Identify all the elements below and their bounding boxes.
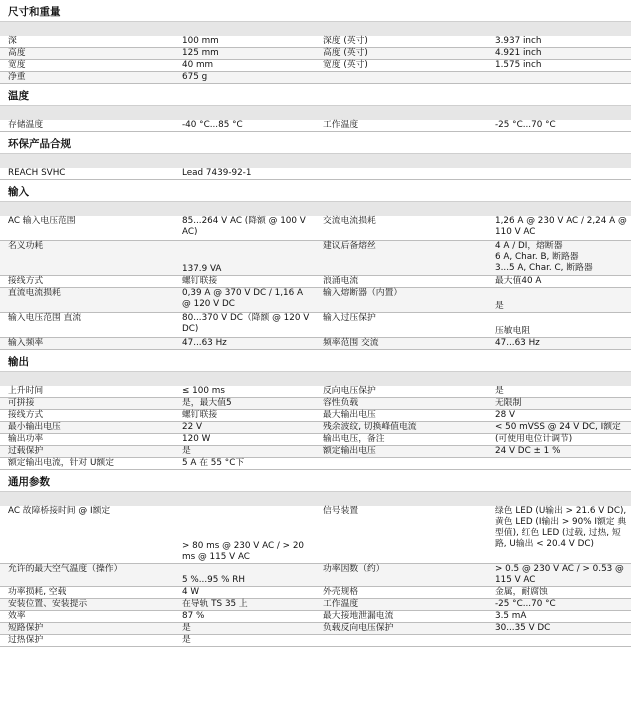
spec-label: 残余波纹, 切换峰值电流 — [323, 422, 417, 432]
spec-value — [493, 458, 631, 469]
spec-row — [0, 288, 631, 313]
spec-sheet — [0, 3, 631, 647]
spec-value: 1,26 A @ 230 V AC / 2,24 A @ 110 V AC — [495, 216, 627, 237]
spec-label: 直流电流损耗 — [8, 288, 61, 298]
spec-row — [0, 446, 631, 458]
section-title: 输入 — [0, 183, 631, 202]
spec-label: 最大接地泄漏电流 — [323, 611, 394, 621]
section-header-band — [0, 106, 631, 120]
spec-label: 输入电压范围 直流 — [8, 313, 82, 323]
spec-value: 137.9 VA — [182, 264, 222, 274]
spec-label: 输出电压，备注 — [323, 434, 385, 444]
spec-row — [0, 338, 631, 350]
spec-label: 高度 (英寸) — [323, 48, 368, 58]
spec-label: 效率 — [8, 611, 26, 621]
spec-value: 3.5 mA — [495, 611, 527, 621]
spec-row — [0, 386, 631, 398]
spec-value: 压敏电阻 — [495, 326, 531, 336]
spec-value: (可使用电位计调节) — [495, 434, 573, 444]
spec-label: 容性负载 — [323, 398, 359, 408]
spec-value: 是 — [495, 301, 504, 311]
spec-value: 5 %...95 % RH — [182, 575, 246, 585]
spec-label: 存储温度 — [8, 120, 44, 130]
spec-value: -25 °C...70 °C — [495, 599, 556, 609]
section-title: 输出 — [0, 353, 631, 372]
spec-label: 最大输出电压 — [323, 410, 376, 420]
spec-value: > 80 ms @ 230 V AC / > 20 ms @ 115 V AC — [182, 541, 305, 562]
spec-value: 22 V — [182, 422, 203, 432]
spec-row — [0, 168, 631, 180]
section-title: 通用参数 — [0, 473, 631, 492]
spec-value: 87 % — [182, 611, 205, 621]
spec-value: 675 g — [182, 72, 208, 82]
spec-value: 螺钉联接 — [182, 276, 218, 286]
spec-row — [0, 434, 631, 446]
spec-label: 工作温度 — [323, 120, 359, 130]
spec-label: 负载反向电压保护 — [323, 623, 394, 633]
spec-label: 宽度 — [8, 60, 26, 70]
spec-label: 接线方式 — [8, 276, 44, 286]
spec-value: ≤ 100 ms — [182, 386, 225, 396]
spec-value: 是 — [182, 446, 191, 456]
spec-label: 功率因数（约） — [323, 564, 385, 574]
spec-row — [0, 506, 631, 564]
spec-value: 30...35 V DC — [495, 623, 551, 633]
spec-value: 1.575 inch — [495, 60, 542, 70]
spec-value: 28 V — [495, 410, 516, 420]
spec-row — [0, 216, 631, 241]
spec-value — [493, 635, 631, 646]
section-header-band — [0, 22, 631, 36]
spec-value: 最大值40 A — [495, 276, 542, 286]
spec-label: 额定输出电流，针对 U额定 — [8, 458, 115, 468]
spec-value: 120 W — [182, 434, 211, 444]
spec-value — [493, 168, 631, 179]
spec-label: 安装位置、安装提示 — [8, 599, 88, 609]
spec-label: 输入过压保护 — [323, 313, 376, 323]
spec-label — [315, 458, 493, 469]
spec-value: -25 °C...70 °C — [495, 120, 556, 130]
spec-label: 高度 — [8, 48, 26, 58]
spec-value: 螺钉联接 — [182, 410, 218, 420]
section-title: 尺寸和重量 — [0, 3, 631, 22]
spec-label: 工作温度 — [323, 599, 359, 609]
spec-label: 功率损耗, 空载 — [8, 587, 67, 597]
spec-value: 100 mm — [182, 36, 219, 46]
spec-row — [0, 611, 631, 623]
spec-label: 深 — [8, 36, 17, 46]
spec-label: 名义功耗 — [8, 241, 44, 251]
spec-value: 40 mm — [182, 60, 214, 70]
spec-value: -40 °C...85 °C — [182, 120, 243, 130]
spec-value: 无限制 — [495, 398, 522, 408]
spec-label: 反向电压保护 — [323, 386, 376, 396]
spec-value: Lead 7439-92-1 — [182, 168, 252, 178]
spec-value: 4 W — [182, 587, 200, 597]
section-title: 环保产品合规 — [0, 135, 631, 154]
spec-label: 输入熔断器（内置） — [323, 288, 403, 298]
spec-row — [0, 564, 631, 587]
spec-label: 最小输出电压 — [8, 422, 61, 432]
spec-label: 允许的最大空气温度（操作） — [8, 564, 123, 574]
spec-label: 过热保护 — [8, 635, 44, 645]
spec-label: 上升时间 — [8, 386, 44, 396]
spec-label — [315, 168, 493, 179]
spec-label: 额定输出电压 — [323, 446, 376, 456]
spec-label: 交流电流损耗 — [323, 216, 376, 226]
spec-row — [0, 120, 631, 132]
spec-value: > 0.5 @ 230 V AC / > 0.53 @ 115 V AC — [495, 564, 624, 585]
spec-row — [0, 241, 631, 276]
spec-label: 可拼接 — [8, 398, 35, 408]
spec-row — [0, 72, 631, 84]
spec-row — [0, 599, 631, 611]
spec-value: 0,39 A @ 370 V DC / 1,16 A @ 120 V DC — [182, 288, 304, 309]
spec-value: 是 — [182, 635, 191, 645]
spec-label: 输出功率 — [8, 434, 44, 444]
spec-label: REACH SVHC — [8, 168, 66, 178]
spec-value: 3.937 inch — [495, 36, 542, 46]
spec-label: 接线方式 — [8, 410, 44, 420]
spec-label: 输入频率 — [8, 338, 44, 348]
spec-value — [493, 72, 631, 83]
section-title: 温度 — [0, 87, 631, 106]
spec-label: 外壳规格 — [323, 587, 359, 597]
section-header-band — [0, 492, 631, 506]
spec-value: 在导轨 TS 35 上 — [182, 599, 248, 609]
spec-row — [0, 398, 631, 410]
spec-row — [0, 276, 631, 288]
spec-value: 80...370 V DC（降额 @ 120 V DC) — [182, 313, 310, 334]
spec-row — [0, 60, 631, 72]
spec-value: 是 — [495, 386, 504, 396]
spec-value: 是 — [182, 623, 191, 633]
spec-label: 宽度 (英寸) — [323, 60, 368, 70]
spec-label: 信号装置 — [323, 506, 359, 516]
spec-value: 4 A / DI，熔断器 6 A, Char. B, 断路器 3...5 A, Char. C, 断路器 — [495, 241, 593, 273]
spec-row — [0, 422, 631, 434]
spec-value: 绿色 LED (U输出 > 21.6 V DC), 黄色 LED (I输出 > 90% I额定 典型值), 红色 LED (过载, 过热, 短路, U输出 < 20.4 V DC) — [495, 506, 627, 549]
spec-value: 47...63 Hz — [182, 338, 227, 348]
spec-label: AC 故障桥接时间 @ I额定 — [8, 506, 111, 516]
spec-row — [0, 36, 631, 48]
spec-label: 净重 — [8, 72, 26, 82]
spec-label — [315, 635, 493, 646]
spec-label: 短路保护 — [8, 623, 44, 633]
spec-value: 金属，耐腐蚀 — [495, 587, 548, 597]
spec-value: 4.921 inch — [495, 48, 542, 58]
spec-label: 建议后备熔丝 — [323, 241, 376, 251]
spec-value: 47...63 Hz — [495, 338, 540, 348]
spec-value: 125 mm — [182, 48, 219, 58]
spec-label — [315, 72, 493, 83]
section-header-band — [0, 372, 631, 386]
spec-value: 5 A 在 55 °C下 — [182, 458, 245, 468]
spec-row — [0, 587, 631, 599]
spec-label: 过载保护 — [8, 446, 44, 456]
spec-row — [0, 458, 631, 470]
spec-row — [0, 623, 631, 635]
spec-label: 频率范围 交流 — [323, 338, 379, 348]
section-header-band — [0, 154, 631, 168]
spec-label: AC 输入电压范围 — [8, 216, 76, 226]
spec-row — [0, 635, 631, 647]
section-header-band — [0, 202, 631, 216]
spec-value: 是，最大值5 — [182, 398, 232, 408]
spec-value: 85...264 V AC (降额 @ 100 V AC) — [182, 216, 306, 237]
spec-label: 浪涌电流 — [323, 276, 359, 286]
spec-row — [0, 313, 631, 338]
spec-row — [0, 48, 631, 60]
spec-value: 24 V DC ± 1 % — [495, 446, 561, 456]
spec-value: < 50 mVSS @ 24 V DC, I额定 — [495, 422, 621, 432]
spec-label: 深度 (英寸) — [323, 36, 368, 46]
spec-row — [0, 410, 631, 422]
